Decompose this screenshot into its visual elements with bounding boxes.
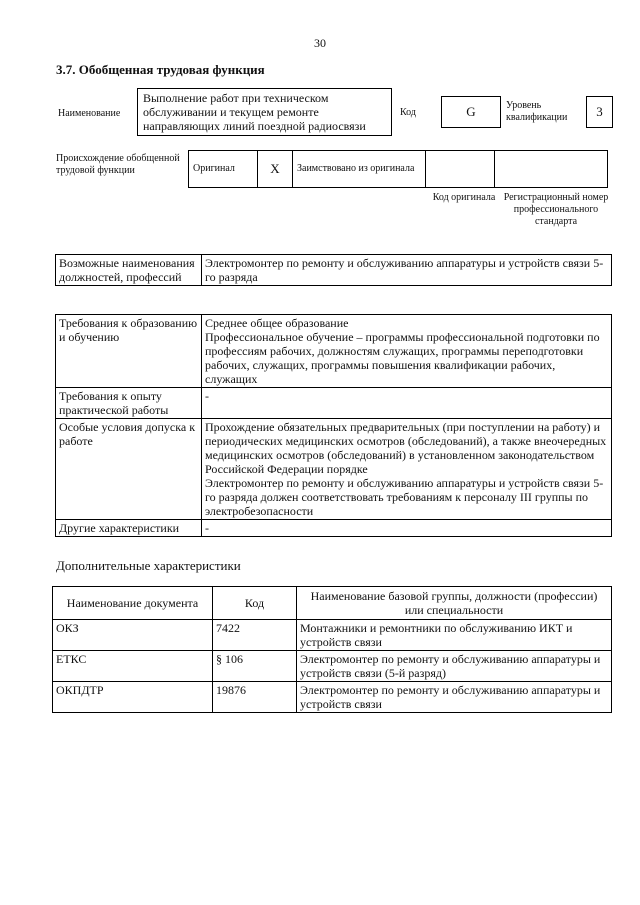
- original-label: Оригинал: [193, 163, 235, 174]
- req-education-line: Среднее общее образование: [205, 316, 349, 330]
- level-label: Уровень квалификации: [506, 100, 568, 123]
- table-row: [56, 315, 612, 388]
- borrowed-cell: [293, 151, 426, 188]
- original-mark: X: [270, 161, 280, 176]
- req-experience-label: Требования к опыту практической работы: [56, 388, 202, 419]
- positions-value: Электромонтер по ремонту и обслуживанию аппаратуры и устройств связи 5-го разряда: [202, 255, 612, 286]
- table-cell: 19876: [213, 682, 297, 713]
- code-label: Код: [400, 107, 416, 118]
- requirements-table: [55, 314, 612, 537]
- table-row: [56, 255, 612, 286]
- name-label: Наименование: [58, 108, 121, 119]
- req-conditions-line: Прохождение обязательных предварительных (при поступлении на работу) и периодических медицинских осмотров (обследований), а также внеочередных медицинских осмотров (обследований) в установленном законодательством Российской Федерации порядке: [205, 420, 607, 476]
- reg-number-cell: [495, 151, 608, 188]
- table-cell: 7422: [213, 620, 297, 651]
- page-number: 30: [314, 36, 326, 50]
- reg-number-caption: Регистрационный номер профессионального стандарта: [503, 192, 609, 227]
- table-row: [53, 620, 612, 651]
- additional-title: Дополнительные характеристики: [56, 558, 241, 573]
- table-header-row: [53, 587, 612, 620]
- table-cell: § 106: [213, 651, 297, 682]
- original-code-caption: Код оригинала: [432, 192, 496, 203]
- table-row: [56, 520, 612, 537]
- req-experience-value: -: [202, 388, 612, 419]
- table-row: [53, 682, 612, 713]
- req-conditions-value: [202, 419, 612, 520]
- req-conditions-line: Электромонтер по ремонту и обслуживанию аппаратуры и устройств связи 5-го разряда должен соответствовать требованиям к персоналу III группы по электробезопасности: [205, 476, 604, 518]
- positions-label: Возможные наименования должностей, профессий: [56, 255, 202, 286]
- req-education-line: Профессиональное обучение – программы профессиональной подготовки по профессиям рабочих, должностям служащих, программы переподготовки рабочих, служащих, программы повышения квалификации рабочих, служащих: [205, 330, 600, 386]
- code-box: G: [441, 96, 501, 128]
- table-cell: ОКЗ: [53, 620, 213, 651]
- column-header: Наименование базовой группы, должности (профессии) или специальности: [297, 587, 612, 620]
- req-other-value: -: [202, 520, 612, 537]
- level-box: 3: [586, 96, 613, 128]
- table-row: [56, 419, 612, 520]
- table-cell: Электромонтер по ремонту и обслуживанию аппаратуры и устройств связи (5-й разряд): [297, 651, 612, 682]
- table-cell: ОКПДТР: [53, 682, 213, 713]
- table-cell: Монтажники и ремонтники по обслуживанию ИКТ и устройств связи: [297, 620, 612, 651]
- original-label-cell: [189, 151, 258, 188]
- original-code-cell: [426, 151, 495, 188]
- table-cell: ЕТКС: [53, 651, 213, 682]
- positions-table: [55, 254, 612, 286]
- origin-table: [188, 150, 608, 188]
- table-cell: Электромонтер по ремонту и обслуживанию аппаратуры и устройств связи: [297, 682, 612, 713]
- req-education-value: [202, 315, 612, 388]
- req-other-label: Другие характеристики: [56, 520, 202, 537]
- borrowed-label: Заимствовано из оригинала: [297, 163, 415, 174]
- table-row: [56, 388, 612, 419]
- function-name-box: Выполнение работ при техническом обслуживании и текущем ремонте направляющих линий поездной радиосвязи: [137, 88, 392, 136]
- column-header: Код: [213, 587, 297, 620]
- original-mark-cell: [258, 151, 293, 188]
- req-conditions-label: Особые условия допуска к работе: [56, 419, 202, 520]
- req-education-label: Требования к образованию и обучению: [56, 315, 202, 388]
- origin-label: Происхождение обобщенной трудовой функции: [56, 153, 180, 176]
- section-title: 3.7. Обобщенная трудовая функция: [56, 62, 265, 77]
- table-row: [53, 651, 612, 682]
- additional-table: [52, 586, 612, 713]
- column-header: Наименование документа: [53, 587, 213, 620]
